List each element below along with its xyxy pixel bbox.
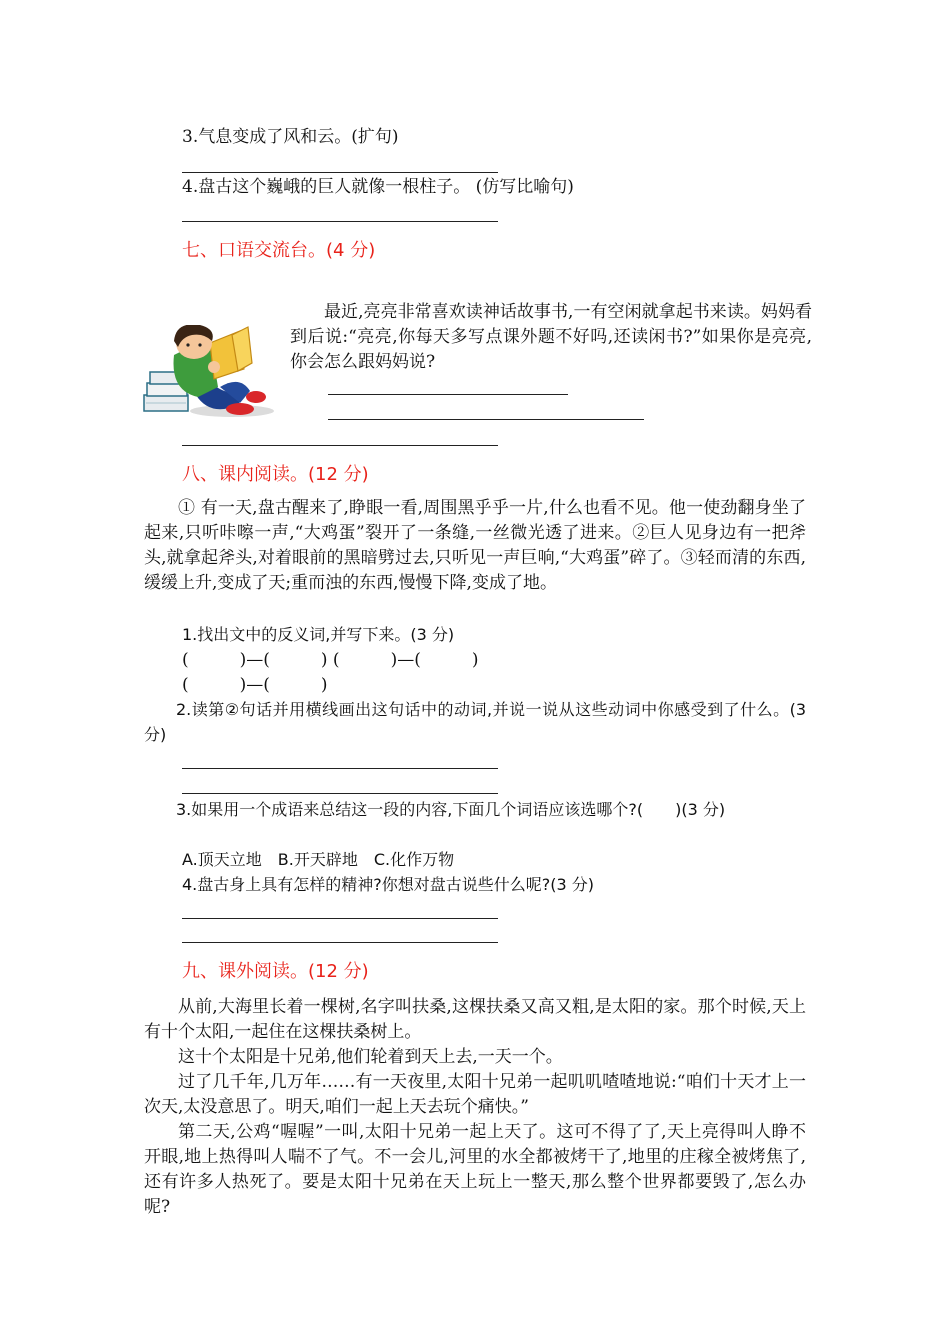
sec9-heading: 九、课外阅读。(12 分) [182, 961, 369, 982]
sec8-heading: 八、课内阅读。(12 分) [182, 464, 369, 485]
sec6-q4: 4.盘古这个巍峨的巨人就像一根柱子。 (仿写比喻句) [182, 177, 574, 197]
sec8-q3: 3.如果用一个成语来总结这一段的内容,下面几个词语应该选哪个?( )(3 分) [176, 800, 726, 819]
sec8-q1-blanks-row2[interactable]: ( )—( ) [182, 675, 328, 695]
sec8-q1: 1.找出文中的反义词,并写下来。(3 分) [182, 625, 455, 644]
sec8-q4: 4.盘古身上具有怎样的精神?你想对盘古说些什么呢?(3 分) [182, 875, 595, 894]
answer-line[interactable] [182, 942, 498, 943]
answer-line[interactable] [182, 445, 498, 446]
answer-line[interactable] [182, 768, 498, 769]
answer-line[interactable] [182, 172, 498, 173]
sec9-paragraph: 从前,大海里长着一棵树,名字叫扶桑,这棵扶桑又高又粗,是太阳的家。那个时候,天上有十个太阳,一起住在这棵扶桑树上。 [144, 997, 806, 1042]
answer-line[interactable] [328, 419, 644, 420]
boy-reading-illustration [140, 325, 278, 420]
sec8-passage: ① 有一天,盘古醒来了,睁眼一看,周围黑乎乎一片,什么也看不见。他一使劲翻身坐了起来,只听咔嚓一声,“大鸡蛋”裂开了一条缝,一丝微光透了进来。②巨人见身边有一把斧头,就拿起斧头,对着眼前的黑暗劈过去,只听见一声巨响,“大鸡蛋”碎了。③轻而清的东西,缓缓上升,变成了天;重而浊的东西,慢慢下降,变成了地。 [144, 498, 806, 593]
sec8-q2: 2.读第②句话并用横线画出这句话中的动词,并说一说从这些动词中你感受到了什么。(3 分) [144, 700, 806, 744]
sec7-heading: 七、口语交流台。(4 分) [182, 240, 376, 261]
sec8-q1-blanks-row1[interactable]: ( )—( ) ( )—( ) [182, 650, 479, 670]
sec9-passage [144, 995, 806, 1220]
sec8-q3-options[interactable]: A.顶天立地 B.开天辟地 C.化作万物 [182, 850, 455, 869]
sec9-paragraph: 第二天,公鸡“喔喔”一叫,太阳十兄弟一起上天了。这可不得了了,天上亮得叫人睁不开眼,地上热得叫人喘不了气。不一会儿,河里的水全都被烤干了,地里的庄稼全被烤焦了,还有许多人热死了。要是太阳十兄弟在天上玩上一整天,那么整个世界都要毁了,怎么办呢? [144, 1122, 806, 1217]
answer-line[interactable] [182, 918, 498, 919]
answer-line[interactable] [182, 221, 498, 222]
sec9-paragraph: 这十个太阳是十兄弟,他们轮着到天上去,一天一个。 [178, 1047, 563, 1067]
sec6-q3: 3.气息变成了风和云。(扩句) [182, 127, 399, 147]
sec7-prompt: 最近,亮亮非常喜欢读神话故事书,一有空闲就拿起书来读。妈妈看到后说:“亮亮,你每天多写点课外题不好吗,还读闲书?”如果你是亮亮,你会怎么跟妈妈说? [290, 302, 812, 372]
answer-line[interactable] [328, 394, 568, 395]
answer-line[interactable] [182, 793, 498, 794]
sec9-paragraph: 过了几千年,几万年……有一天夜里,太阳十兄弟一起叽叽喳喳地说:“咱们十天才上一次天,太没意思了。明天,咱们一起上天去玩个痛快。” [144, 1072, 806, 1117]
